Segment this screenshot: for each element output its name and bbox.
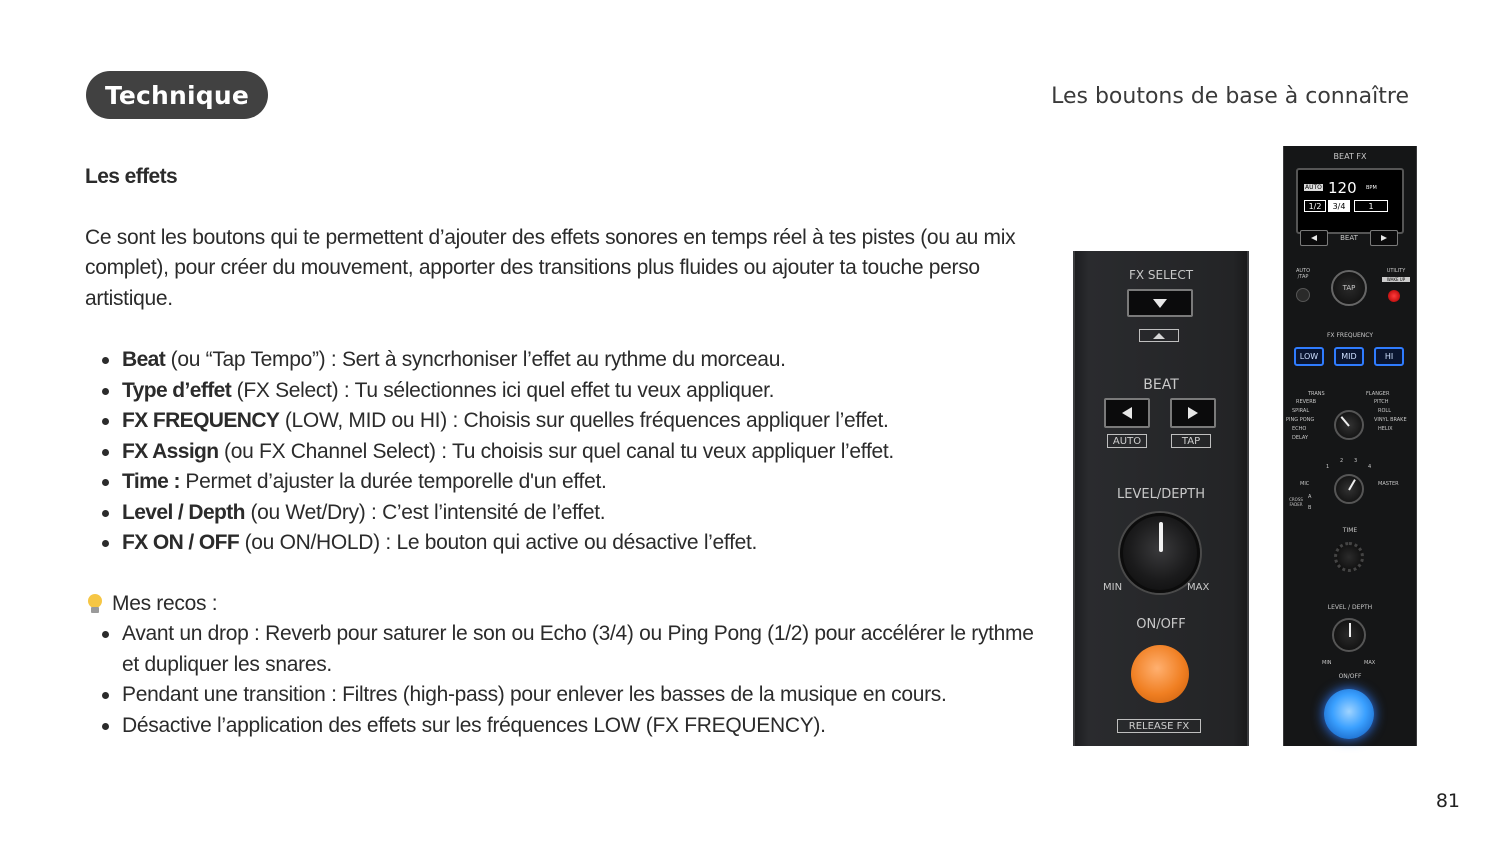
auto-label: AUTO (1107, 434, 1147, 448)
fx-select-knob[interactable] (1334, 410, 1364, 440)
fx-type-label: REVERB (1296, 399, 1317, 405)
controls-list (85, 345, 1055, 559)
fx-type-label: FLANGER (1366, 391, 1390, 397)
screen-beat: 1 (1354, 200, 1388, 212)
screen-beat: 1/2 (1304, 200, 1326, 212)
fx-type-label: ECHO (1292, 426, 1307, 432)
utility-button[interactable] (1388, 290, 1400, 302)
auto-tap-label: AUTO /TAP (1295, 268, 1311, 280)
section-title: Les effets (85, 165, 178, 188)
fx-type-label: VINYL BRAKE (1374, 417, 1407, 423)
list-item: FX FREQUENCY (LOW, MID ou HI) : Choisis sur quelles fréquences appliquer l’effet. (85, 406, 1055, 437)
fx-on-off-button[interactable] (1131, 645, 1189, 703)
time-knob[interactable] (1334, 542, 1364, 572)
fx-select-label: FX SELECT (1128, 268, 1194, 282)
page-subtitle: Les boutons de base à connaître (1051, 84, 1409, 109)
level-depth-knob[interactable] (1332, 618, 1366, 652)
list-item: Désactive l’application des effets sur les fréquences LOW (FX FREQUENCY). (85, 711, 1055, 742)
beat-right-button[interactable] (1170, 398, 1216, 428)
intro-paragraph: Ce sont les boutons qui te permettent d’ajouter des effets sonores en temps réel à tes pistes (ou au mix complet), pour créer du mouvement, apporter des transitions plus fluides ou ajouter ta touche perso artistique. (85, 225, 1016, 310)
list-item: Type d’effet (FX Select) : Tu sélectionnes ici quel effet tu veux appliquer. (85, 376, 1055, 407)
channel-label: 3 (1354, 458, 1358, 464)
min-label: MIN (1322, 660, 1332, 666)
list-item: FX Assign (ou FX Channel Select) : Tu choisis sur quel canal tu veux appliquer l’effet. (85, 437, 1055, 468)
screen-bpm: 120 (1328, 179, 1357, 197)
fx-type-label: HELIX (1378, 426, 1393, 432)
freq-hi-button[interactable]: HI (1374, 347, 1404, 366)
mic-label: MIC (1300, 481, 1310, 487)
arrow-left-icon (1311, 235, 1317, 241)
list-item: FX ON / OFF (ou ON/HOLD) : Le bouton qui active ou désactive l’effet. (85, 528, 1055, 559)
beat-left-button[interactable] (1104, 398, 1150, 428)
fx-type-label: PITCH (1374, 399, 1389, 405)
section-tag: Technique (86, 71, 268, 119)
fx-frequency-label: FX FREQUENCY (1326, 332, 1374, 339)
release-fx-label: RELEASE FX (1117, 719, 1201, 733)
fx-type-label: SPIRAL (1292, 408, 1310, 414)
wake-up-label: WAKE UP (1382, 277, 1410, 282)
screen-auto: AUTO (1305, 184, 1322, 191)
time-label: TIME (1342, 527, 1358, 534)
freq-low-button[interactable]: LOW (1294, 347, 1324, 366)
fx-on-off-button[interactable] (1324, 689, 1374, 739)
tap-button[interactable]: TAP (1331, 270, 1367, 306)
beat-right-button[interactable] (1370, 230, 1398, 246)
master-label: MASTER (1378, 481, 1399, 487)
utility-label: UTILITY (1386, 268, 1406, 274)
channel-label: 2 (1340, 458, 1344, 464)
arrow-left-icon (1122, 407, 1132, 419)
max-label: MAX (1187, 582, 1210, 593)
list-item: Pendant une transition : Filtres (high-pass) pour enlever les basses de la musique en cours. (85, 680, 1055, 711)
list-item: Avant un drop : Reverb pour saturer le son ou Echo (3/4) ou Ping Pong (1/2) pour accélérer le rythme et dupliquer les snares. (85, 619, 1055, 680)
cross-a-label: A (1308, 494, 1312, 500)
list-item: Level / Depth (ou Wet/Dry) : C’est l’intensité de l’effet. (85, 498, 1055, 529)
fx-screen (1296, 168, 1404, 234)
auto-tap-button[interactable] (1296, 288, 1310, 302)
on-off-label: ON/OFF (1136, 617, 1186, 632)
fx-type-label: DELAY (1292, 435, 1308, 441)
list-item: Beat (ou “Tap Tempo”) : Sert à syncrhoniser l’effet au rythme du morceau. (85, 345, 1055, 376)
content (85, 162, 1055, 741)
screen-beat-selected: 3/4 (1328, 200, 1350, 212)
tap-label: TAP (1171, 434, 1211, 448)
crossfader-label: CROSS FADER (1289, 497, 1303, 507)
tips-label: Mes recos : (85, 589, 1055, 620)
page-number: 81 (1435, 790, 1460, 812)
min-label: MIN (1103, 582, 1123, 593)
beat-label: BEAT (1340, 234, 1358, 242)
channel-label: 4 (1368, 464, 1372, 470)
max-label: MAX (1364, 660, 1376, 666)
fx-type-label: TRANS (1308, 391, 1325, 397)
beat-fx-panel-photo (1283, 146, 1417, 746)
level-depth-label: LEVEL / DEPTH (1327, 604, 1373, 611)
arrow-right-icon (1381, 235, 1387, 241)
fx-type-label: PING PONG (1286, 417, 1315, 423)
beat-label: BEAT (1143, 377, 1179, 393)
cross-b-label: B (1308, 505, 1312, 511)
level-depth-knob[interactable] (1120, 513, 1200, 593)
arrow-right-icon (1188, 407, 1198, 419)
fx-panel-photo (1073, 251, 1249, 746)
level-depth-label: LEVEL/DEPTH (1117, 487, 1205, 502)
beat-left-button[interactable] (1300, 230, 1328, 246)
freq-mid-button[interactable]: MID (1334, 347, 1364, 366)
triangle-up-icon (1139, 329, 1179, 342)
lightbulb-icon (87, 593, 103, 615)
channel-label: 1 (1326, 464, 1330, 470)
beat-fx-title: BEAT FX (1333, 152, 1367, 161)
fx-select-button[interactable] (1127, 289, 1193, 317)
tips-list (85, 619, 1055, 741)
triangle-down-icon (1153, 299, 1167, 308)
on-off-label: ON/OFF (1338, 673, 1362, 680)
fx-channel-select-knob[interactable] (1334, 474, 1364, 504)
screen-bpm-unit: BPM (1366, 185, 1377, 191)
list-item: Time : Permet d’ajuster la durée temporelle d'un effet. (85, 467, 1055, 498)
fx-type-label: ROLL (1378, 408, 1391, 414)
